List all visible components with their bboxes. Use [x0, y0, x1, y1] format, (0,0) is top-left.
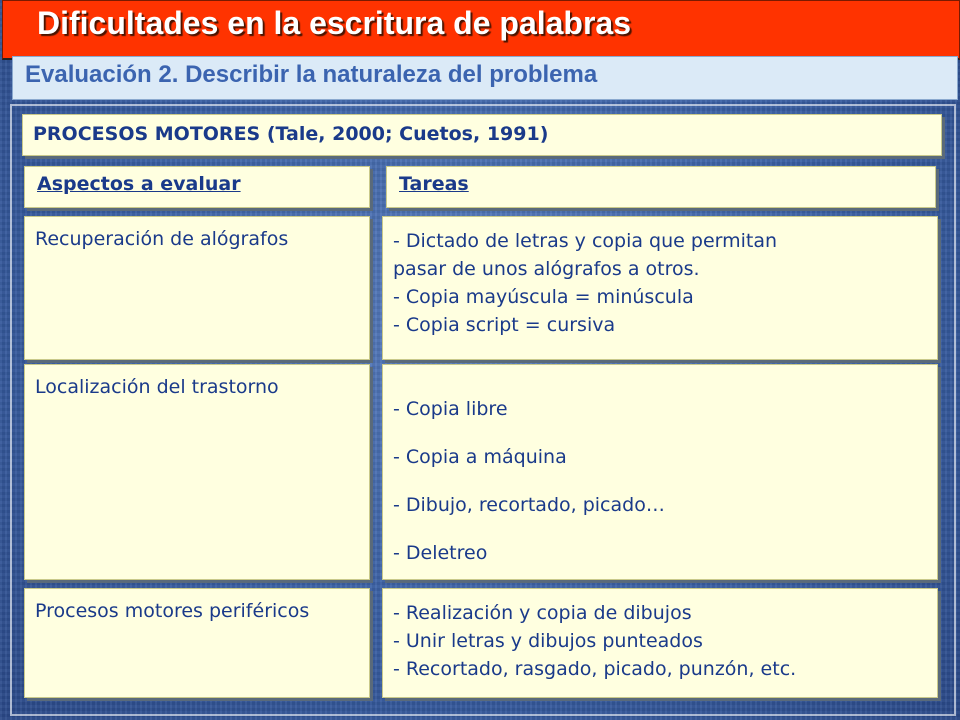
task-line: pasar de unos alógrafos a otros.: [393, 258, 700, 280]
tasks-cell-recuperacion: [382, 216, 938, 360]
task-line: - Deletreo: [393, 542, 488, 564]
page-title: Dificultades en la escritura de palabras: [37, 5, 632, 41]
header-aspects-label: Aspectos a evaluar: [37, 173, 241, 195]
task-line: - Recortado, rasgado, picado, punzón, etc.: [393, 658, 797, 680]
task-line: - Unir letras y dibujos punteados: [393, 630, 703, 652]
task-line: - Dibujo, recortado, picado…: [393, 494, 665, 516]
aspect-cell-recuperacion: Recuperación de alógrafos: [24, 216, 370, 360]
task-line: - Dictado de letras y copia que permitan: [393, 230, 778, 252]
task-line: - Copia mayúscula = minúscula: [393, 286, 694, 308]
aspect-cell-perifericos: Procesos motores periféricos: [24, 588, 370, 698]
task-line: - Copia a máquina: [393, 446, 567, 468]
task-line: - Copia libre: [393, 398, 508, 420]
subtitle-bar: [12, 56, 958, 100]
page-subtitle: Evaluación 2. Describir la naturaleza del problema: [25, 61, 598, 88]
title-bar: [2, 0, 960, 60]
tasks-cell-localizacion: [382, 364, 938, 580]
task-line: - Copia script = cursiva: [393, 314, 616, 336]
tasks-cell-perifericos: [382, 588, 938, 698]
header-tasks: [386, 166, 936, 208]
header-aspects: [24, 166, 370, 208]
task-line: - Realización y copia de dibujos: [393, 602, 692, 624]
section-heading: PROCESOS MOTORES (Tale, 2000; Cuetos, 1991): [22, 114, 942, 156]
aspect-cell-localizacion: Localización del trastorno: [24, 364, 370, 580]
header-tasks-label: Tareas: [399, 173, 469, 195]
